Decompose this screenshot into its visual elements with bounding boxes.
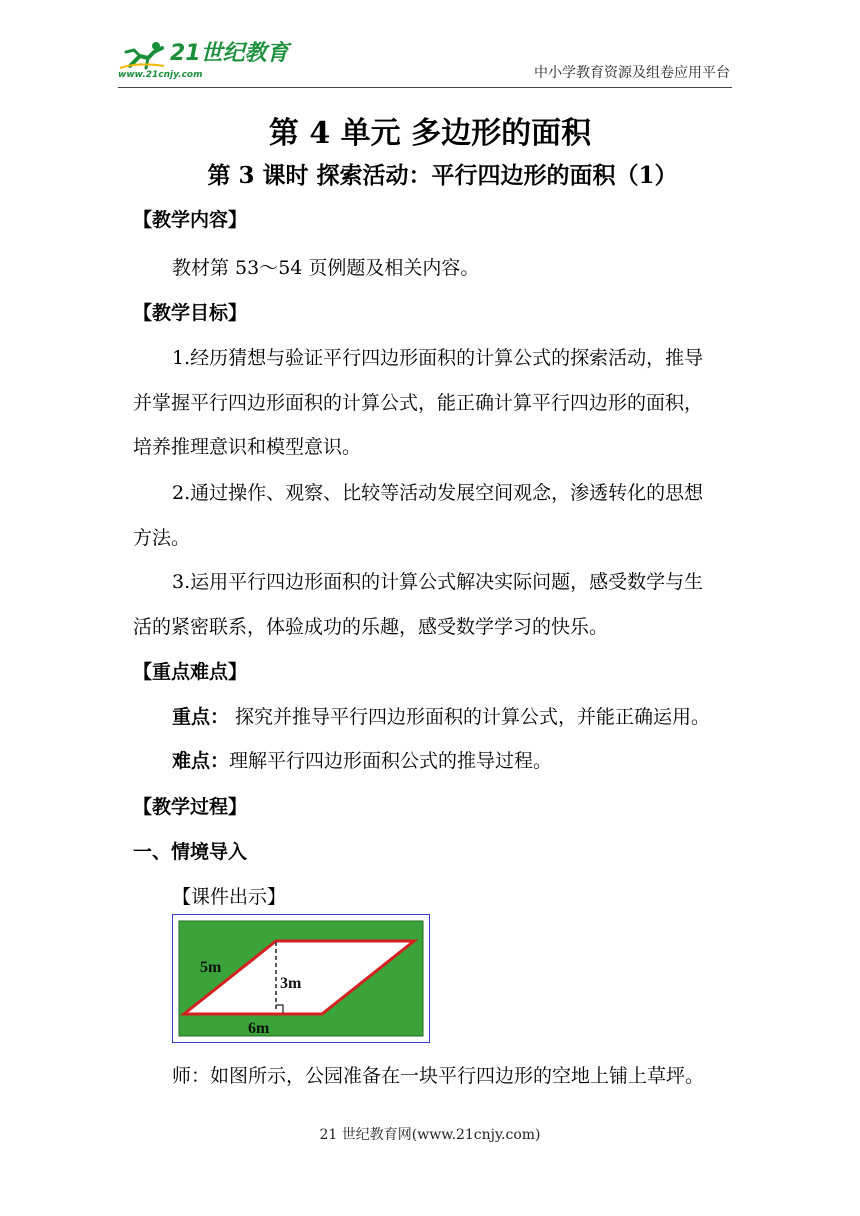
base-label: 6m <box>248 1020 270 1037</box>
page-footer: 21 世纪教育网(www.21cnjy.com) <box>319 1127 541 1143</box>
parallelogram-figure <box>172 914 430 1043</box>
goal2-line1: 2.通过操作、观察、比较等活动发展空间观念，渗透转化的思想 <box>172 482 704 504</box>
goal1-line1: 1.经历猜想与验证平行四边形面积的计算公式的探索活动，推导 <box>172 347 704 369</box>
key-heading: 【重点难点】 <box>133 661 248 683</box>
part1-heading: 一、情境导入 <box>133 841 248 863</box>
goal3-line2: 活的紧密联系，体验成功的乐趣，感受数学学习的快乐。 <box>133 616 609 638</box>
key-text: 探究并推导平行四边形面积的计算公式，并能正确运用。 <box>229 706 711 728</box>
page-header <box>0 0 860 95</box>
goal1-line2: 并掌握平行四边形面积的计算公式，能正确计算平行四边形的面积， <box>133 392 704 414</box>
teacher-text: 师：如图所示，公园准备在一块平行四边形的空地上铺上草坪。 <box>172 1065 705 1087</box>
logo-url: www.21cnjy.com <box>118 70 203 80</box>
key-label: 重点： <box>172 706 230 728</box>
goals-heading: 【教学目标】 <box>133 302 248 324</box>
difficult-text: 理解平行四边形面积公式的推导过程。 <box>229 750 553 772</box>
content-heading: 【教学内容】 <box>133 209 248 231</box>
difficult-label: 难点： <box>172 750 230 772</box>
platform-name: 中小学教育资源及组卷应用平台 <box>534 65 730 81</box>
height-label: 3m <box>280 975 302 992</box>
header-divider <box>118 87 732 88</box>
difficult-point <box>172 746 552 773</box>
runner-logo-icon <box>118 40 168 70</box>
logo-text: 21世纪教育 <box>170 41 289 66</box>
content-text: 教材第 53～54 页例题及相关内容。 <box>172 257 480 279</box>
key-point <box>172 702 710 729</box>
goal2-line2: 方法。 <box>133 527 191 549</box>
lesson-subtitle: 第 3 课时 探索活动：平行四边形的面积（1） <box>207 162 678 189</box>
goal1-line3: 培养推理意识和模型意识。 <box>133 436 362 458</box>
page-title: 第 4 单元 多边形的面积 <box>268 116 592 151</box>
courseware-label: 【课件出示】 <box>172 886 287 908</box>
parallelogram-diagram <box>172 914 430 1043</box>
site-logo[interactable] <box>118 40 288 82</box>
goal3-line1: 3.运用平行四边形面积的计算公式解决实际问题，感受数学与生 <box>172 571 704 593</box>
process-heading: 【教学过程】 <box>133 796 248 818</box>
side-label: 5m <box>200 959 222 976</box>
